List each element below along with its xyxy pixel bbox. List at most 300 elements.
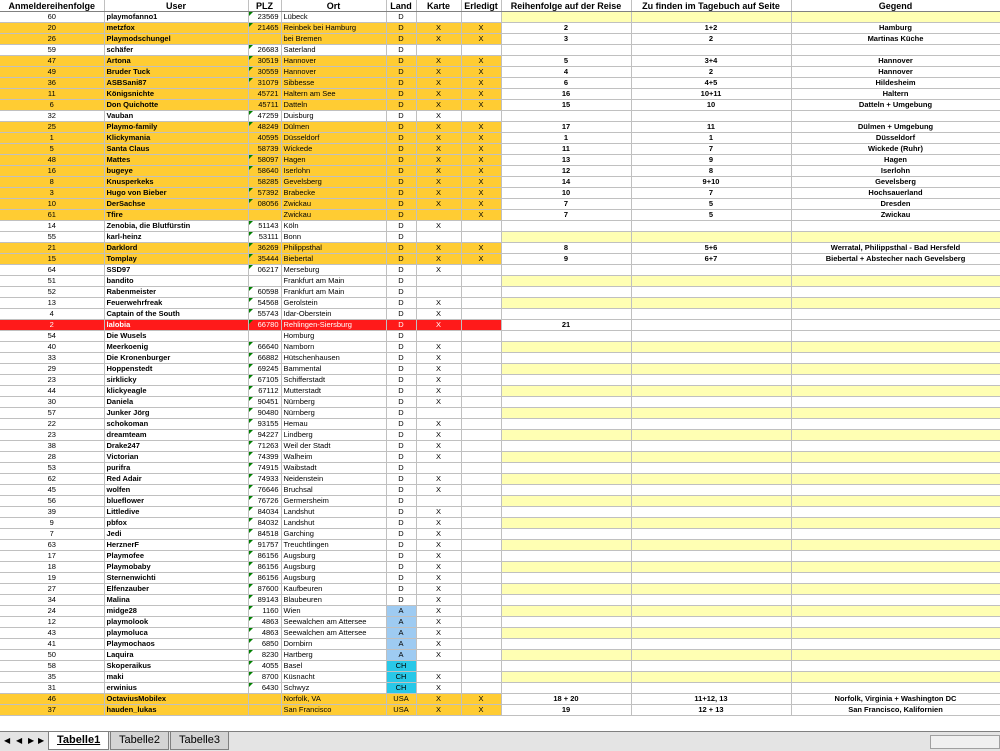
cell-reihenfolge[interactable]: 5 xyxy=(501,56,631,67)
cell-gegend[interactable] xyxy=(791,408,1000,419)
cell-user[interactable]: Littledive xyxy=(104,507,248,518)
cell-land[interactable]: D xyxy=(386,364,416,375)
cell-ort[interactable]: Treuchtlingen xyxy=(281,540,386,551)
cell-erledigt[interactable] xyxy=(461,628,501,639)
cell-erledigt[interactable] xyxy=(461,485,501,496)
cell-plz[interactable]: 1160 xyxy=(248,606,281,617)
cell-ort[interactable]: Garching xyxy=(281,529,386,540)
cell-ort[interactable]: Wickede xyxy=(281,144,386,155)
cell-user[interactable]: Hoppenstedt xyxy=(104,364,248,375)
cell-plz[interactable] xyxy=(248,34,281,45)
cell-karte[interactable]: X xyxy=(416,364,461,375)
cell-anmeldereihenfolge[interactable]: 17 xyxy=(0,551,104,562)
cell-ort[interactable]: Augsburg xyxy=(281,562,386,573)
cell-land[interactable]: D xyxy=(386,56,416,67)
cell-reihenfolge[interactable] xyxy=(501,12,631,23)
cell-gegend[interactable]: San Francisco, Kalifornien xyxy=(791,705,1000,716)
cell-gegend[interactable] xyxy=(791,287,1000,298)
cell-karte[interactable]: X xyxy=(416,100,461,111)
cell-karte[interactable]: X xyxy=(416,243,461,254)
cell-ort[interactable]: Homburg xyxy=(281,331,386,342)
cell-karte[interactable]: X xyxy=(416,584,461,595)
cell-tagebuch-seite[interactable]: 5 xyxy=(631,199,791,210)
cell-tagebuch-seite[interactable] xyxy=(631,639,791,650)
cell-gegend[interactable] xyxy=(791,331,1000,342)
cell-land[interactable]: A xyxy=(386,617,416,628)
cell-user[interactable]: Santa Claus xyxy=(104,144,248,155)
cell-gegend[interactable] xyxy=(791,452,1000,463)
cell-erledigt[interactable] xyxy=(461,232,501,243)
cell-plz[interactable]: 23569 xyxy=(248,12,281,23)
cell-erledigt[interactable] xyxy=(461,265,501,276)
cell-land[interactable]: D xyxy=(386,452,416,463)
cell-plz[interactable]: 91757 xyxy=(248,540,281,551)
cell-karte[interactable]: X xyxy=(416,683,461,694)
column-header-plz[interactable]: PLZ xyxy=(248,0,281,12)
cell-anmeldereihenfolge[interactable]: 40 xyxy=(0,342,104,353)
cell-reihenfolge[interactable] xyxy=(501,287,631,298)
cell-anmeldereihenfolge[interactable]: 52 xyxy=(0,287,104,298)
cell-karte[interactable]: X xyxy=(416,397,461,408)
cell-ort[interactable]: Nürnberg xyxy=(281,397,386,408)
cell-land[interactable]: D xyxy=(386,507,416,518)
cell-ort[interactable]: Bammental xyxy=(281,364,386,375)
cell-land[interactable]: D xyxy=(386,562,416,573)
cell-reihenfolge[interactable]: 6 xyxy=(501,78,631,89)
cell-reihenfolge[interactable] xyxy=(501,606,631,617)
cell-plz[interactable]: 76726 xyxy=(248,496,281,507)
cell-land[interactable]: D xyxy=(386,287,416,298)
cell-reihenfolge[interactable] xyxy=(501,298,631,309)
cell-reihenfolge[interactable] xyxy=(501,463,631,474)
column-header-user[interactable]: User xyxy=(104,0,248,12)
column-header-anmeldereihenfolge[interactable]: Anmeldereihenfolge xyxy=(0,0,104,12)
cell-anmeldereihenfolge[interactable]: 57 xyxy=(0,408,104,419)
cell-anmeldereihenfolge[interactable]: 21 xyxy=(0,243,104,254)
cell-tagebuch-seite[interactable] xyxy=(631,111,791,122)
cell-tagebuch-seite[interactable] xyxy=(631,276,791,287)
cell-erledigt[interactable] xyxy=(461,375,501,386)
cell-karte[interactable]: X xyxy=(416,452,461,463)
cell-gegend[interactable] xyxy=(791,375,1000,386)
cell-gegend[interactable] xyxy=(791,573,1000,584)
cell-plz[interactable]: 36269 xyxy=(248,243,281,254)
cell-karte[interactable]: X xyxy=(416,606,461,617)
cell-reihenfolge[interactable] xyxy=(501,573,631,584)
cell-anmeldereihenfolge[interactable]: 31 xyxy=(0,683,104,694)
cell-user[interactable]: Victorian xyxy=(104,452,248,463)
cell-user[interactable]: Knusperkeks xyxy=(104,177,248,188)
cell-ort[interactable]: Lübeck xyxy=(281,12,386,23)
cell-anmeldereihenfolge[interactable]: 22 xyxy=(0,419,104,430)
cell-erledigt[interactable] xyxy=(461,518,501,529)
cell-gegend[interactable] xyxy=(791,309,1000,320)
cell-land[interactable]: D xyxy=(386,430,416,441)
cell-reihenfolge[interactable]: 15 xyxy=(501,100,631,111)
cell-reihenfolge[interactable]: 21 xyxy=(501,320,631,331)
cell-ort[interactable]: Saterland xyxy=(281,45,386,56)
cell-karte[interactable]: X xyxy=(416,221,461,232)
cell-land[interactable]: D xyxy=(386,496,416,507)
cell-erledigt[interactable]: X xyxy=(461,144,501,155)
last-sheet-icon[interactable]: ▶ xyxy=(38,736,45,745)
cell-tagebuch-seite[interactable]: 2 xyxy=(631,34,791,45)
cell-karte[interactable]: X xyxy=(416,562,461,573)
cell-plz[interactable]: 66640 xyxy=(248,342,281,353)
cell-user[interactable]: karl-heinz xyxy=(104,232,248,243)
cell-ort[interactable]: Zwickau xyxy=(281,210,386,221)
cell-tagebuch-seite[interactable]: 5 xyxy=(631,210,791,221)
cell-anmeldereihenfolge[interactable]: 5 xyxy=(0,144,104,155)
cell-anmeldereihenfolge[interactable]: 53 xyxy=(0,463,104,474)
cell-tagebuch-seite[interactable]: 6+7 xyxy=(631,254,791,265)
cell-user[interactable]: playmofanno1 xyxy=(104,12,248,23)
cell-user[interactable]: schokoman xyxy=(104,419,248,430)
cell-gegend[interactable] xyxy=(791,474,1000,485)
cell-erledigt[interactable] xyxy=(461,419,501,430)
cell-user[interactable]: Bruder Tuck xyxy=(104,67,248,78)
cell-anmeldereihenfolge[interactable]: 41 xyxy=(0,639,104,650)
cell-user[interactable]: Meerkoenig xyxy=(104,342,248,353)
cell-gegend[interactable]: Wickede (Ruhr) xyxy=(791,144,1000,155)
cell-erledigt[interactable] xyxy=(461,353,501,364)
cell-user[interactable]: Artona xyxy=(104,56,248,67)
cell-erledigt[interactable]: X xyxy=(461,34,501,45)
cell-erledigt[interactable] xyxy=(461,661,501,672)
cell-land[interactable]: D xyxy=(386,100,416,111)
cell-reihenfolge[interactable]: 8 xyxy=(501,243,631,254)
cell-reihenfolge[interactable]: 7 xyxy=(501,210,631,221)
cell-tagebuch-seite[interactable] xyxy=(631,661,791,672)
cell-karte[interactable]: X xyxy=(416,188,461,199)
cell-user[interactable]: OctaviusMobilex xyxy=(104,694,248,705)
cell-karte[interactable] xyxy=(416,496,461,507)
cell-tagebuch-seite[interactable]: 5+6 xyxy=(631,243,791,254)
cell-ort[interactable]: Reinbek bei Hamburg xyxy=(281,23,386,34)
cell-karte[interactable]: X xyxy=(416,573,461,584)
cell-ort[interactable]: Duisburg xyxy=(281,111,386,122)
cell-ort[interactable]: Schwyz xyxy=(281,683,386,694)
cell-anmeldereihenfolge[interactable]: 7 xyxy=(0,529,104,540)
cell-erledigt[interactable] xyxy=(461,111,501,122)
cell-anmeldereihenfolge[interactable]: 32 xyxy=(0,111,104,122)
cell-land[interactable]: CH xyxy=(386,661,416,672)
cell-reihenfolge[interactable] xyxy=(501,452,631,463)
cell-anmeldereihenfolge[interactable]: 54 xyxy=(0,331,104,342)
cell-plz[interactable]: 35444 xyxy=(248,254,281,265)
cell-land[interactable]: D xyxy=(386,441,416,452)
cell-reihenfolge[interactable] xyxy=(501,111,631,122)
cell-user[interactable]: Mattes xyxy=(104,155,248,166)
cell-reihenfolge[interactable]: 12 xyxy=(501,166,631,177)
cell-tagebuch-seite[interactable]: 7 xyxy=(631,144,791,155)
cell-ort[interactable]: Hütschenhausen xyxy=(281,353,386,364)
cell-user[interactable]: wolfen xyxy=(104,485,248,496)
cell-tagebuch-seite[interactable] xyxy=(631,562,791,573)
cell-anmeldereihenfolge[interactable]: 8 xyxy=(0,177,104,188)
cell-tagebuch-seite[interactable] xyxy=(631,408,791,419)
cell-reihenfolge[interactable] xyxy=(501,639,631,650)
cell-ort[interactable]: Frankfurt am Main xyxy=(281,276,386,287)
cell-ort[interactable]: Bonn xyxy=(281,232,386,243)
cell-anmeldereihenfolge[interactable]: 2 xyxy=(0,320,104,331)
cell-karte[interactable]: X xyxy=(416,551,461,562)
cell-anmeldereihenfolge[interactable]: 15 xyxy=(0,254,104,265)
cell-anmeldereihenfolge[interactable]: 33 xyxy=(0,353,104,364)
cell-ort[interactable]: Walheim xyxy=(281,452,386,463)
cell-gegend[interactable] xyxy=(791,364,1000,375)
cell-plz[interactable]: 67112 xyxy=(248,386,281,397)
cell-anmeldereihenfolge[interactable]: 1 xyxy=(0,133,104,144)
cell-plz[interactable]: 60598 xyxy=(248,287,281,298)
cell-erledigt[interactable]: X xyxy=(461,188,501,199)
cell-erledigt[interactable] xyxy=(461,309,501,320)
cell-gegend[interactable] xyxy=(791,12,1000,23)
cell-land[interactable]: D xyxy=(386,386,416,397)
cell-anmeldereihenfolge[interactable]: 9 xyxy=(0,518,104,529)
cell-plz[interactable]: 40595 xyxy=(248,133,281,144)
cell-karte[interactable]: X xyxy=(416,23,461,34)
cell-ort[interactable]: Waibstadt xyxy=(281,463,386,474)
cell-user[interactable]: Laquira xyxy=(104,650,248,661)
cell-anmeldereihenfolge[interactable]: 58 xyxy=(0,661,104,672)
cell-erledigt[interactable] xyxy=(461,606,501,617)
cell-tagebuch-seite[interactable]: 8 xyxy=(631,166,791,177)
cell-gegend[interactable]: Hochsauerland xyxy=(791,188,1000,199)
cell-anmeldereihenfolge[interactable]: 56 xyxy=(0,496,104,507)
cell-gegend[interactable] xyxy=(791,463,1000,474)
cell-reihenfolge[interactable] xyxy=(501,540,631,551)
cell-tagebuch-seite[interactable]: 2 xyxy=(631,67,791,78)
cell-user[interactable]: Daniela xyxy=(104,397,248,408)
cell-gegend[interactable] xyxy=(791,441,1000,452)
cell-ort[interactable]: Wien xyxy=(281,606,386,617)
cell-anmeldereihenfolge[interactable]: 13 xyxy=(0,298,104,309)
cell-land[interactable]: D xyxy=(386,67,416,78)
cell-erledigt[interactable] xyxy=(461,507,501,518)
cell-plz[interactable]: 21465 xyxy=(248,23,281,34)
cell-land[interactable]: D xyxy=(386,551,416,562)
cell-user[interactable]: schäfer xyxy=(104,45,248,56)
cell-reihenfolge[interactable] xyxy=(501,672,631,683)
cell-plz[interactable]: 31079 xyxy=(248,78,281,89)
cell-plz[interactable] xyxy=(248,694,281,705)
cell-tagebuch-seite[interactable] xyxy=(631,353,791,364)
cell-erledigt[interactable] xyxy=(461,276,501,287)
cell-tagebuch-seite[interactable]: 7 xyxy=(631,188,791,199)
cell-user[interactable]: Sternenwichti xyxy=(104,573,248,584)
cell-reihenfolge[interactable]: 1 xyxy=(501,133,631,144)
cell-erledigt[interactable]: X xyxy=(461,78,501,89)
cell-plz[interactable]: 08056 xyxy=(248,199,281,210)
cell-reihenfolge[interactable] xyxy=(501,617,631,628)
cell-ort[interactable]: Weil der Stadt xyxy=(281,441,386,452)
cell-gegend[interactable] xyxy=(791,419,1000,430)
cell-land[interactable]: D xyxy=(386,133,416,144)
cell-land[interactable]: D xyxy=(386,375,416,386)
cell-karte[interactable]: X xyxy=(416,144,461,155)
cell-erledigt[interactable] xyxy=(461,540,501,551)
cell-reihenfolge[interactable] xyxy=(501,45,631,56)
cell-tagebuch-seite[interactable] xyxy=(631,12,791,23)
cell-gegend[interactable]: Hamburg xyxy=(791,23,1000,34)
cell-gegend[interactable] xyxy=(791,562,1000,573)
cell-ort[interactable]: Hannover xyxy=(281,56,386,67)
cell-user[interactable]: klickyeagle xyxy=(104,386,248,397)
cell-ort[interactable]: Seewalchen am Attersee xyxy=(281,617,386,628)
cell-erledigt[interactable] xyxy=(461,595,501,606)
cell-ort[interactable]: Brabecke xyxy=(281,188,386,199)
cell-reihenfolge[interactable] xyxy=(501,364,631,375)
cell-anmeldereihenfolge[interactable]: 62 xyxy=(0,474,104,485)
cell-erledigt[interactable] xyxy=(461,430,501,441)
cell-plz[interactable]: 06217 xyxy=(248,265,281,276)
cell-reihenfolge[interactable] xyxy=(501,584,631,595)
cell-anmeldereihenfolge[interactable]: 19 xyxy=(0,573,104,584)
cell-user[interactable]: Die Kronenburger xyxy=(104,353,248,364)
cell-land[interactable]: CH xyxy=(386,672,416,683)
cell-land[interactable]: D xyxy=(386,419,416,430)
cell-user[interactable]: Elfenzauber xyxy=(104,584,248,595)
cell-user[interactable]: Darklord xyxy=(104,243,248,254)
cell-ort[interactable]: Kaufbeuren xyxy=(281,584,386,595)
cell-karte[interactable]: X xyxy=(416,672,461,683)
column-header-ort[interactable]: Ort xyxy=(281,0,386,12)
cell-gegend[interactable] xyxy=(791,595,1000,606)
cell-gegend[interactable] xyxy=(791,661,1000,672)
cell-gegend[interactable] xyxy=(791,298,1000,309)
cell-gegend[interactable] xyxy=(791,111,1000,122)
cell-erledigt[interactable]: X xyxy=(461,155,501,166)
cell-ort[interactable]: Landshut xyxy=(281,507,386,518)
cell-erledigt[interactable] xyxy=(461,562,501,573)
column-header-gegend[interactable]: Gegend xyxy=(791,0,1000,12)
cell-karte[interactable] xyxy=(416,408,461,419)
cell-gegend[interactable] xyxy=(791,342,1000,353)
cell-anmeldereihenfolge[interactable]: 25 xyxy=(0,122,104,133)
cell-gegend[interactable] xyxy=(791,683,1000,694)
cell-plz[interactable]: 30519 xyxy=(248,56,281,67)
cell-reihenfolge[interactable] xyxy=(501,595,631,606)
cell-land[interactable]: D xyxy=(386,595,416,606)
cell-user[interactable]: Skoperaikus xyxy=(104,661,248,672)
cell-karte[interactable]: X xyxy=(416,705,461,716)
cell-plz[interactable]: 58097 xyxy=(248,155,281,166)
cell-erledigt[interactable] xyxy=(461,287,501,298)
cell-tagebuch-seite[interactable]: 10 xyxy=(631,100,791,111)
cell-tagebuch-seite[interactable] xyxy=(631,364,791,375)
cell-anmeldereihenfolge[interactable]: 14 xyxy=(0,221,104,232)
cell-ort[interactable]: Biebertal xyxy=(281,254,386,265)
cell-reihenfolge[interactable]: 19 xyxy=(501,705,631,716)
cell-karte[interactable] xyxy=(416,210,461,221)
cell-gegend[interactable]: Biebertal + Abstecher nach Gevelsberg xyxy=(791,254,1000,265)
cell-karte[interactable]: X xyxy=(416,507,461,518)
cell-anmeldereihenfolge[interactable]: 30 xyxy=(0,397,104,408)
cell-plz[interactable]: 8700 xyxy=(248,672,281,683)
cell-anmeldereihenfolge[interactable]: 39 xyxy=(0,507,104,518)
cell-karte[interactable]: X xyxy=(416,122,461,133)
cell-anmeldereihenfolge[interactable]: 24 xyxy=(0,606,104,617)
cell-land[interactable]: D xyxy=(386,353,416,364)
cell-erledigt[interactable]: X xyxy=(461,199,501,210)
cell-user[interactable]: SSD97 xyxy=(104,265,248,276)
cell-user[interactable]: Playmobaby xyxy=(104,562,248,573)
cell-reihenfolge[interactable] xyxy=(501,419,631,430)
cell-erledigt[interactable] xyxy=(461,386,501,397)
cell-gegend[interactable] xyxy=(791,45,1000,56)
cell-anmeldereihenfolge[interactable]: 46 xyxy=(0,694,104,705)
cell-tagebuch-seite[interactable] xyxy=(631,507,791,518)
cell-user[interactable]: dreamteam xyxy=(104,430,248,441)
cell-gegend[interactable]: Zwickau xyxy=(791,210,1000,221)
cell-tagebuch-seite[interactable] xyxy=(631,441,791,452)
cell-plz[interactable] xyxy=(248,276,281,287)
cell-gegend[interactable]: Dülmen + Umgebung xyxy=(791,122,1000,133)
cell-reihenfolge[interactable]: 11 xyxy=(501,144,631,155)
cell-erledigt[interactable]: X xyxy=(461,100,501,111)
cell-user[interactable]: Playmo-family xyxy=(104,122,248,133)
cell-land[interactable]: D xyxy=(386,199,416,210)
cell-erledigt[interactable]: X xyxy=(461,67,501,78)
cell-plz[interactable]: 90451 xyxy=(248,397,281,408)
cell-tagebuch-seite[interactable] xyxy=(631,45,791,56)
cell-anmeldereihenfolge[interactable]: 34 xyxy=(0,595,104,606)
column-header-karte[interactable]: Karte xyxy=(416,0,461,12)
cell-karte[interactable]: X xyxy=(416,34,461,45)
cell-user[interactable]: Feuerwehrfreak xyxy=(104,298,248,309)
cell-karte[interactable]: X xyxy=(416,199,461,210)
cell-gegend[interactable] xyxy=(791,430,1000,441)
cell-karte[interactable]: X xyxy=(416,617,461,628)
cell-tagebuch-seite[interactable]: 9+10 xyxy=(631,177,791,188)
cell-plz[interactable]: 58640 xyxy=(248,166,281,177)
cell-anmeldereihenfolge[interactable]: 23 xyxy=(0,430,104,441)
column-header-land[interactable]: Land xyxy=(386,0,416,12)
cell-reihenfolge[interactable] xyxy=(501,496,631,507)
cell-anmeldereihenfolge[interactable]: 48 xyxy=(0,155,104,166)
cell-tagebuch-seite[interactable] xyxy=(631,309,791,320)
cell-reihenfolge[interactable] xyxy=(501,232,631,243)
cell-ort[interactable]: Philippsthal xyxy=(281,243,386,254)
cell-ort[interactable]: Germersheim xyxy=(281,496,386,507)
cell-erledigt[interactable] xyxy=(461,441,501,452)
cell-karte[interactable] xyxy=(416,232,461,243)
cell-reihenfolge[interactable]: 18 + 20 xyxy=(501,694,631,705)
cell-land[interactable]: A xyxy=(386,639,416,650)
cell-plz[interactable]: 93155 xyxy=(248,419,281,430)
cell-gegend[interactable] xyxy=(791,496,1000,507)
cell-anmeldereihenfolge[interactable]: 16 xyxy=(0,166,104,177)
cell-reihenfolge[interactable] xyxy=(501,265,631,276)
cell-karte[interactable]: X xyxy=(416,639,461,650)
cell-anmeldereihenfolge[interactable]: 63 xyxy=(0,540,104,551)
cell-tagebuch-seite[interactable] xyxy=(631,452,791,463)
cell-ort[interactable]: Sibbesse xyxy=(281,78,386,89)
cell-plz[interactable]: 26683 xyxy=(248,45,281,56)
cell-plz[interactable]: 30559 xyxy=(248,67,281,78)
cell-gegend[interactable]: Iserlohn xyxy=(791,166,1000,177)
cell-karte[interactable] xyxy=(416,45,461,56)
cell-land[interactable]: CH xyxy=(386,683,416,694)
cell-erledigt[interactable] xyxy=(461,529,501,540)
cell-gegend[interactable] xyxy=(791,221,1000,232)
cell-land[interactable]: D xyxy=(386,210,416,221)
cell-reihenfolge[interactable] xyxy=(501,342,631,353)
cell-land[interactable]: A xyxy=(386,650,416,661)
cell-ort[interactable]: Neidenstein xyxy=(281,474,386,485)
cell-plz[interactable] xyxy=(248,210,281,221)
